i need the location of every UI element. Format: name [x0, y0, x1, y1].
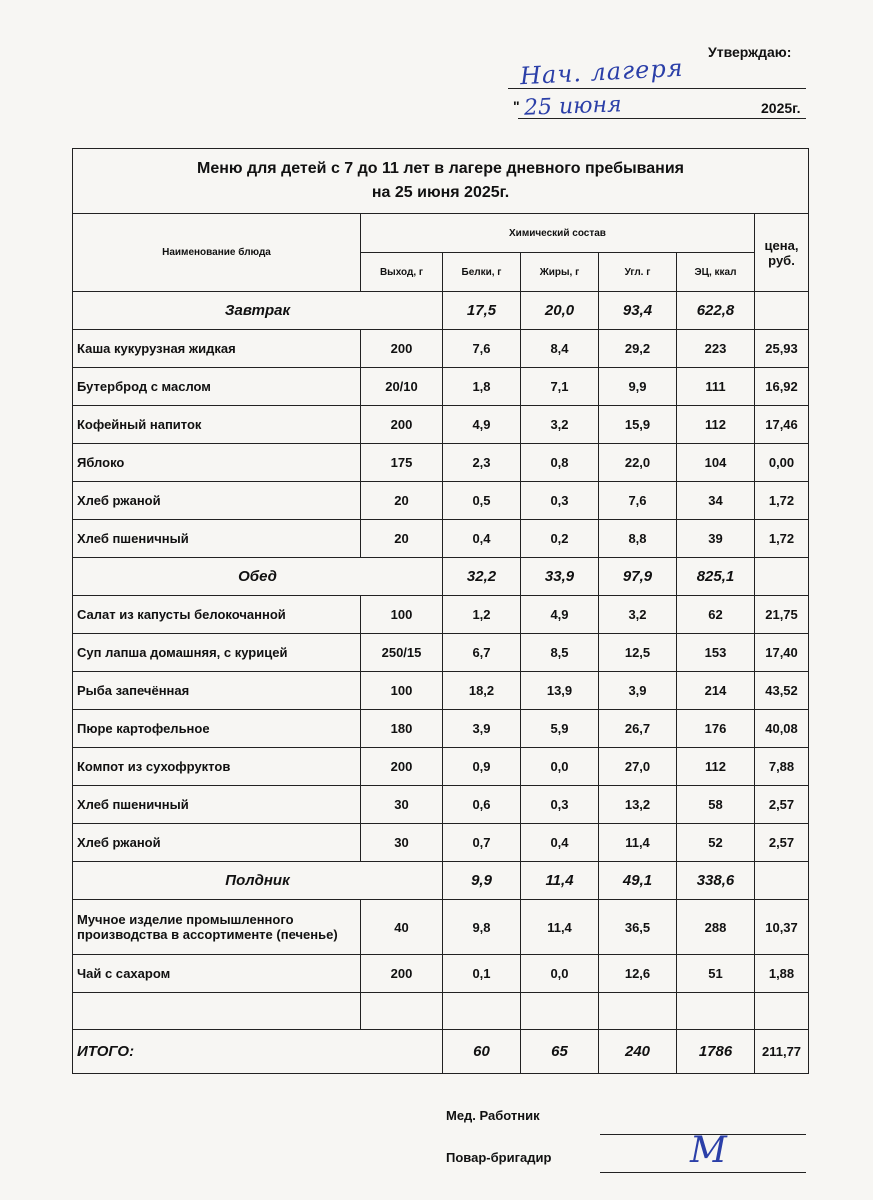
dish-price: 2,57	[755, 824, 809, 862]
dish-protein: 1,8	[443, 368, 521, 406]
section-price-empty	[755, 558, 809, 596]
dish-energy: 52	[677, 824, 755, 862]
dish-protein: 2,3	[443, 444, 521, 482]
dish-protein: 0,6	[443, 786, 521, 824]
dish-energy: 223	[677, 330, 755, 368]
dish-carbs: 22,0	[599, 444, 677, 482]
dish-carbs: 7,6	[599, 482, 677, 520]
dish-fat: 0,0	[521, 955, 599, 993]
dish-yield: 20/10	[361, 368, 443, 406]
dish-yield: 200	[361, 406, 443, 444]
dish-yield: 100	[361, 596, 443, 634]
table-row	[73, 634, 809, 672]
dish-price: 2,57	[755, 786, 809, 824]
header-protein: Белки, г	[443, 253, 521, 292]
dish-name: Чай с сахаром	[73, 955, 361, 993]
approval-quote: "	[513, 98, 520, 114]
dish-carbs: 15,9	[599, 406, 677, 444]
header-yield: Выход, г	[361, 253, 443, 292]
dish-energy: 214	[677, 672, 755, 710]
dish-energy: 51	[677, 955, 755, 993]
total-label: ИТОГО:	[73, 1030, 443, 1074]
total-fat: 65	[521, 1030, 599, 1074]
dish-price: 10,37	[755, 900, 809, 955]
dish-protein: 7,6	[443, 330, 521, 368]
total-carbs: 240	[599, 1030, 677, 1074]
table-row	[73, 786, 809, 824]
dish-name: Хлеб пшеничный	[73, 520, 361, 558]
dish-protein: 0,9	[443, 748, 521, 786]
dish-energy: 112	[677, 406, 755, 444]
dish-protein: 0,5	[443, 482, 521, 520]
table-row	[73, 368, 809, 406]
menu-title-line2: на 25 июня 2025г.	[371, 184, 510, 201]
section-row	[73, 292, 809, 330]
dish-carbs: 3,2	[599, 596, 677, 634]
section-protein: 9,9	[443, 862, 521, 900]
dish-protein: 3,9	[443, 710, 521, 748]
dish-price: 17,46	[755, 406, 809, 444]
dish-price: 17,40	[755, 634, 809, 672]
section-protein: 32,2	[443, 558, 521, 596]
dish-price: 7,88	[755, 748, 809, 786]
dish-fat: 8,4	[521, 330, 599, 368]
header-chem: Химический состав	[361, 214, 755, 253]
dish-carbs: 9,9	[599, 368, 677, 406]
dish-name: Компот из сухофруктов	[73, 748, 361, 786]
empty-cell	[73, 993, 361, 1030]
dish-price: 0,00	[755, 444, 809, 482]
dish-fat: 7,1	[521, 368, 599, 406]
dish-fat: 4,9	[521, 596, 599, 634]
cook-line	[600, 1172, 806, 1173]
table-row	[73, 900, 809, 955]
dish-fat: 11,4	[521, 900, 599, 955]
dish-yield: 40	[361, 900, 443, 955]
table-row	[73, 330, 809, 368]
dish-name: Пюре картофельное	[73, 710, 361, 748]
dish-carbs: 26,7	[599, 710, 677, 748]
dish-name: Хлеб ржаной	[73, 482, 361, 520]
table-row	[73, 955, 809, 993]
dish-protein: 0,4	[443, 520, 521, 558]
dish-protein: 0,1	[443, 955, 521, 993]
dish-yield: 200	[361, 748, 443, 786]
dish-energy: 112	[677, 748, 755, 786]
empty-row	[73, 993, 809, 1030]
table-row	[73, 482, 809, 520]
dish-yield: 250/15	[361, 634, 443, 672]
table-row	[73, 444, 809, 482]
dish-protein: 4,9	[443, 406, 521, 444]
table-row	[73, 748, 809, 786]
dish-carbs: 12,5	[599, 634, 677, 672]
section-price-empty	[755, 862, 809, 900]
dish-yield: 175	[361, 444, 443, 482]
dish-energy: 111	[677, 368, 755, 406]
dish-name: Салат из капусты белокочанной	[73, 596, 361, 634]
dish-protein: 18,2	[443, 672, 521, 710]
menu-title-line1: Меню для детей с 7 до 11 лет в лагере дневного пребывания	[196, 160, 685, 177]
dish-energy: 58	[677, 786, 755, 824]
dish-protein: 6,7	[443, 634, 521, 672]
dish-fat: 8,5	[521, 634, 599, 672]
table-row	[73, 824, 809, 862]
dish-price: 21,75	[755, 596, 809, 634]
dish-name: Яблоко	[73, 444, 361, 482]
dish-fat: 5,9	[521, 710, 599, 748]
dish-price: 1,72	[755, 482, 809, 520]
header-dish: Наименование блюда	[73, 214, 361, 292]
dish-energy: 62	[677, 596, 755, 634]
dish-price: 1,88	[755, 955, 809, 993]
dish-energy: 34	[677, 482, 755, 520]
approval-year: 2025г.	[761, 100, 801, 116]
dish-carbs: 36,5	[599, 900, 677, 955]
section-price-empty	[755, 292, 809, 330]
section-fat: 33,9	[521, 558, 599, 596]
section-row	[73, 558, 809, 596]
approval-signature-line	[508, 88, 806, 89]
dish-yield: 200	[361, 955, 443, 993]
dish-carbs: 3,9	[599, 672, 677, 710]
dish-fat: 0,0	[521, 748, 599, 786]
header-fat: Жиры, г	[521, 253, 599, 292]
table-row	[73, 672, 809, 710]
dish-name: Кофейный напиток	[73, 406, 361, 444]
dish-yield: 180	[361, 710, 443, 748]
dish-fat: 0,3	[521, 786, 599, 824]
menu-title	[73, 149, 809, 214]
dish-fat: 13,9	[521, 672, 599, 710]
total-row	[73, 1030, 809, 1074]
dish-price: 43,52	[755, 672, 809, 710]
empty-cell	[361, 993, 443, 1030]
empty-cell	[443, 993, 521, 1030]
dish-carbs: 29,2	[599, 330, 677, 368]
dish-yield: 100	[361, 672, 443, 710]
dish-protein: 0,7	[443, 824, 521, 862]
dish-carbs: 8,8	[599, 520, 677, 558]
approval-label: Утверждаю:	[708, 44, 792, 60]
dish-energy: 153	[677, 634, 755, 672]
section-energy: 338,6	[677, 862, 755, 900]
med-worker-label: Мед. Работник	[446, 1108, 540, 1123]
approval-date: 25 июня	[523, 92, 623, 121]
dish-yield: 30	[361, 786, 443, 824]
header-carbs: Угл. г	[599, 253, 677, 292]
dish-energy: 176	[677, 710, 755, 748]
section-row	[73, 862, 809, 900]
dish-yield: 200	[361, 330, 443, 368]
table-row	[73, 710, 809, 748]
total-protein: 60	[443, 1030, 521, 1074]
dish-energy: 39	[677, 520, 755, 558]
dish-name: Хлеб пшеничный	[73, 786, 361, 824]
dish-fat: 0,8	[521, 444, 599, 482]
section-carbs: 93,4	[599, 292, 677, 330]
dish-carbs: 13,2	[599, 786, 677, 824]
dish-protein: 9,8	[443, 900, 521, 955]
header-energy: ЭЦ, ккал	[677, 253, 755, 292]
total-energy: 1786	[677, 1030, 755, 1074]
dish-yield: 20	[361, 520, 443, 558]
dish-name: Мучное изделие промышленного производства в ассортименте (печенье)	[73, 900, 361, 955]
empty-cell	[677, 993, 755, 1030]
menu-table	[72, 148, 809, 1074]
dish-carbs: 27,0	[599, 748, 677, 786]
dish-fat: 0,2	[521, 520, 599, 558]
dish-carbs: 11,4	[599, 824, 677, 862]
section-carbs: 49,1	[599, 862, 677, 900]
dish-name: Хлеб ржаной	[73, 824, 361, 862]
dish-name: Бутерброд с маслом	[73, 368, 361, 406]
dish-price: 25,93	[755, 330, 809, 368]
dish-energy: 104	[677, 444, 755, 482]
dish-price: 40,08	[755, 710, 809, 748]
dish-yield: 20	[361, 482, 443, 520]
dish-yield: 30	[361, 824, 443, 862]
dish-energy: 288	[677, 900, 755, 955]
cook-signature: М	[690, 1130, 727, 1171]
empty-cell	[521, 993, 599, 1030]
header-price: цена, руб.	[755, 214, 809, 292]
dish-name: Каша кукурузная жидкая	[73, 330, 361, 368]
approval-date-line	[518, 118, 806, 119]
section-protein: 17,5	[443, 292, 521, 330]
section-fat: 20,0	[521, 292, 599, 330]
section-fat: 11,4	[521, 862, 599, 900]
table-row	[73, 520, 809, 558]
dish-carbs: 12,6	[599, 955, 677, 993]
dish-price: 1,72	[755, 520, 809, 558]
dish-protein: 1,2	[443, 596, 521, 634]
dish-fat: 0,3	[521, 482, 599, 520]
table-row	[73, 596, 809, 634]
table-row	[73, 406, 809, 444]
total-price: 211,77	[755, 1030, 809, 1074]
section-name: Полдник	[73, 862, 443, 900]
approval-signature: Нач. лагеря	[519, 53, 685, 91]
section-carbs: 97,9	[599, 558, 677, 596]
empty-cell	[599, 993, 677, 1030]
cook-label: Повар-бригадир	[446, 1150, 552, 1165]
dish-fat: 3,2	[521, 406, 599, 444]
section-name: Завтрак	[73, 292, 443, 330]
section-name: Обед	[73, 558, 443, 596]
dish-fat: 0,4	[521, 824, 599, 862]
empty-cell	[755, 993, 809, 1030]
dish-name: Рыба запечённая	[73, 672, 361, 710]
dish-name: Суп лапша домашняя, с курицей	[73, 634, 361, 672]
section-energy: 622,8	[677, 292, 755, 330]
dish-price: 16,92	[755, 368, 809, 406]
section-energy: 825,1	[677, 558, 755, 596]
